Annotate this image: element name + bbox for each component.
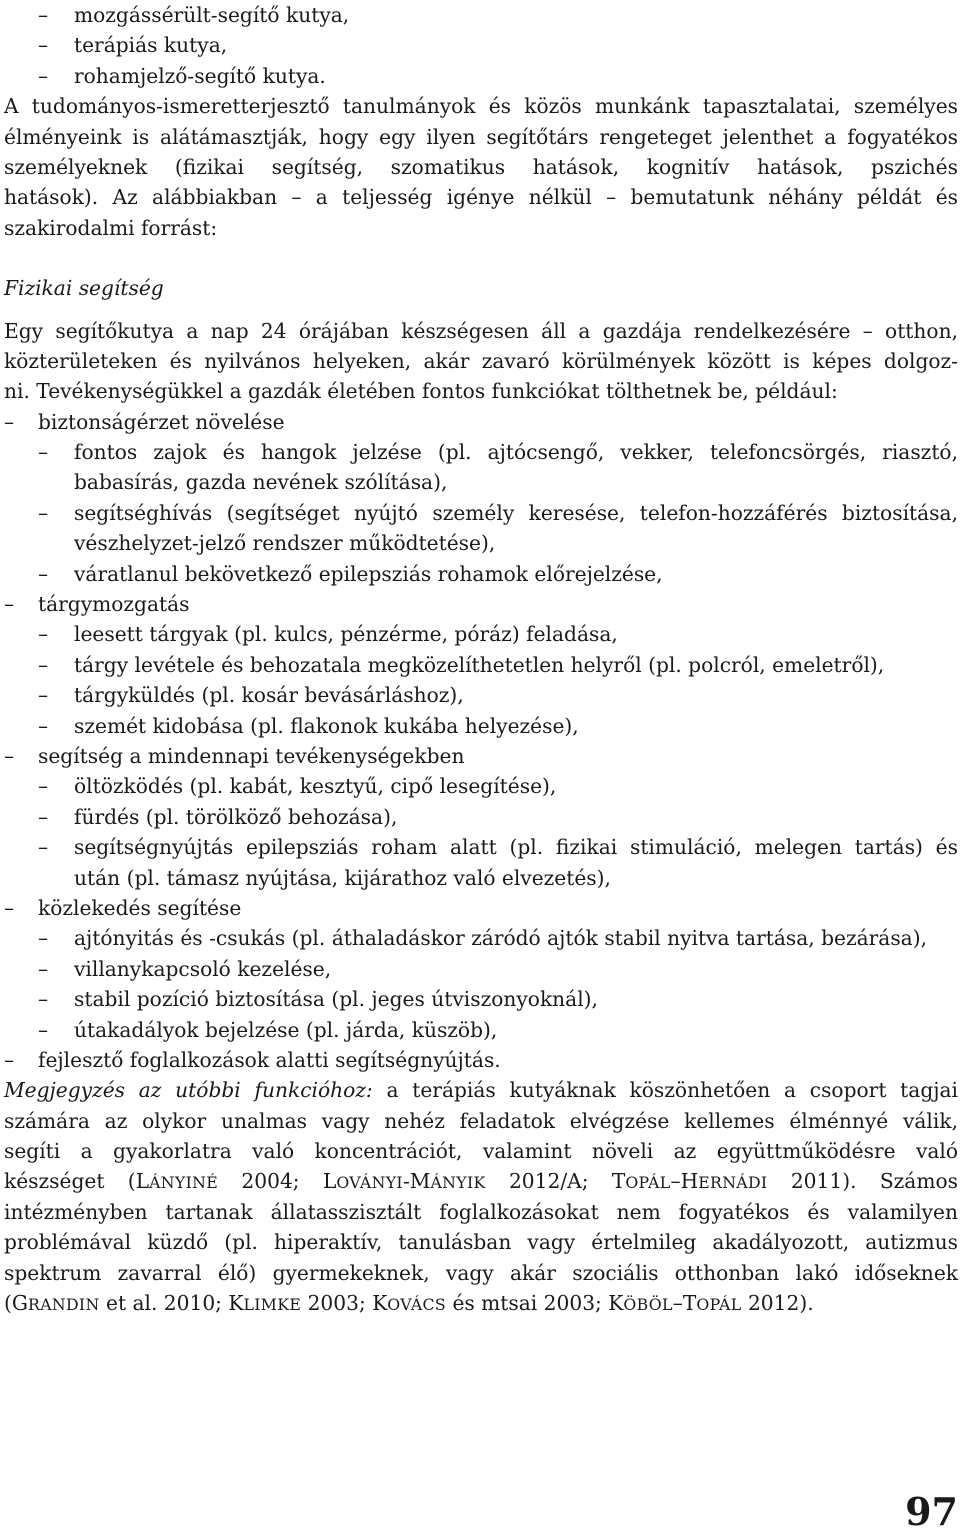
list-item: – öltözködés (pl. kabát, kesztyű, cipő lesegítése),	[4, 771, 958, 801]
citation-author: LÁNYINÉ	[135, 1169, 219, 1194]
function-group-title: – tárgymozgatás	[4, 589, 958, 619]
list-item-continuation: vészhelyzet-jelző rendszer működtetése),	[74, 531, 496, 556]
note-line: segíti a gyakorlatra való koncentrációt, valamint növeli az együttműködésre való	[4, 1139, 958, 1164]
dash-marker: –	[4, 409, 15, 434]
paragraph-line: ni. Tevékenységükkel a gazdák életében fontos funkciókat tölthetnek be, például:	[4, 379, 838, 404]
function-group-title: – segítség a mindennapi tevékenységekben	[4, 741, 958, 771]
list-item: – terápiás kutya,	[4, 30, 958, 60]
note-line: számára az olykor unalmas vagy nehéz feladatok elvégzése kellemes élménnyé válik,	[4, 1108, 958, 1133]
list-item: – rohamjelző-segítő kutya.	[4, 61, 958, 91]
note-line: spektrum zavarral élő) gyermekeknek, vagy akár szociális otthonban lakó időseknek	[4, 1260, 958, 1285]
list-item: – szemét kidobása (pl. flakonok kukába helyezése),	[4, 711, 958, 741]
list-item: – leesett tárgyak (pl. kulcs, pénzérme, póráz) feladása,	[4, 619, 958, 649]
citation-author: KÖBÖL–TOPÁL	[608, 1291, 742, 1316]
dash-marker: –	[38, 926, 49, 951]
dash-marker: –	[4, 895, 15, 920]
paragraph-line: élményeink is alátámasztják, hogy egy ilyen segítőtárs rengeteget jelenthet a fogyatékos	[4, 124, 958, 149]
dash-marker: –	[38, 835, 49, 860]
dash-marker: –	[38, 683, 49, 708]
citation-author: KOVÁCS	[372, 1291, 447, 1316]
citation-author: TOPÁL–HERNÁDI	[611, 1169, 768, 1194]
list-item: – stabil pozíció biztosítása (pl. jeges útviszonyoknál),	[4, 984, 958, 1014]
citation-author: GRANDIN	[11, 1291, 100, 1316]
note-line: készséget (LÁNYINÉ 2004; LOVÁNYI-MÁNYIK 2012/A; TOPÁL–HERNÁDI 2011). Számos	[4, 1169, 959, 1194]
spacer	[4, 243, 958, 273]
list-item: – útakadályok bejelzése (pl. járda, küszöb),	[4, 1015, 958, 1045]
dash-marker: –	[38, 774, 49, 799]
list-item: – segítséghívás (segítséget nyújtó személy keresése, telefon-hozzáférés biztosítása,	[4, 498, 958, 528]
list-item: – villanykapcsoló kezelése,	[4, 954, 958, 984]
list-item: – ajtónyitás és -csukás (pl. áthaladáskor záródó ajtók stabil nyitva tartása, bezárása),	[4, 923, 958, 953]
dash-marker: –	[38, 622, 49, 647]
list-item: – mozgássérült-segítő kutya,	[4, 0, 958, 30]
note-line: problémával küzdő (pl. hiperaktív, tanulásban vagy értelmileg akadályozott, autizmus	[4, 1230, 958, 1255]
dash-marker: –	[38, 33, 49, 58]
citation-author: LOVÁNYI-MÁNYIK	[322, 1169, 486, 1194]
paragraph-line: közterületeken és nyilvános helyeken, akár zavaró körülmények között is képes dolgoz-	[4, 348, 958, 373]
paragraph-line: hatások). Az alábbiakban – a teljesség igénye nélkül – bemutatunk néhány példát és	[4, 185, 958, 210]
dash-marker: –	[38, 561, 49, 586]
dash-marker: –	[38, 500, 49, 525]
dash-marker: –	[38, 956, 49, 981]
page-number: 97	[905, 1489, 958, 1534]
dash-marker: –	[38, 987, 49, 1012]
dash-marker: –	[38, 804, 49, 829]
dash-marker: –	[38, 63, 49, 88]
list-item-continuation: után (pl. támasz nyújtása, kijárathoz való elvezetés),	[74, 865, 611, 890]
list-item: – váratlanul bekövetkező epilepsziás rohamok előrejelzése,	[4, 559, 958, 589]
paragraph-line: A tudományos-ismeretterjesztő tanulmányok és közös munkánk tapasztalatai, személyes	[4, 94, 958, 119]
note-line: Megjegyzés az utóbbi funkcióhoz: a terápiás kutyáknak köszönhetően a csoport tagjai	[4, 1078, 958, 1103]
function-group-title: – biztonságérzet növelése	[4, 407, 958, 437]
list-item-continuation: babasírás, gazda nevének szólítása),	[74, 470, 448, 495]
list-item: – tárgy levétele és behozatala megközelíthetetlen helyről (pl. polcról, emeletről),	[4, 650, 958, 680]
note-line: (GRANDIN et al. 2010; KLIMKE 2003; KOVÁCS és mtsai 2003; KÖBÖL–TOPÁL 2012).	[4, 1291, 814, 1316]
list-item: – fürdés (pl. törölköző behozása),	[4, 802, 958, 832]
document-page	[4, 0, 958, 1318]
note-label: Megjegyzés az utóbbi funkcióhoz:	[4, 1078, 373, 1103]
function-group-title: – közlekedés segítése	[4, 893, 958, 923]
paragraph-line: személyeknek (fizikai segítség, szomatikus hatások, kognitív hatások, pszichés	[4, 154, 958, 179]
spacer	[4, 304, 958, 316]
list-item: – fontos zajok és hangok jelzése (pl. ajtócsengő, vekker, telefoncsörgés, riasztó,	[4, 437, 958, 467]
dash-marker: –	[38, 3, 49, 27]
paragraph-line: szakirodalmi forrást:	[4, 215, 218, 240]
list-item: – segítségnyújtás epilepsziás roham alatt (pl. fizikai stimuláció, melegen tartás) és	[4, 832, 958, 862]
function-group-title: – fejlesztő foglalkozások alatti segítségnyújtás.	[4, 1045, 958, 1075]
note-line: intézményben tartanak állatasszisztált foglalkozásokat nem fogyatékos és valamilyen	[4, 1199, 958, 1224]
paragraph-line: Egy segítőkutya a nap 24 órájában készségesen áll a gazdája rendelkezésére – otthon,	[4, 318, 958, 343]
dash-marker: –	[4, 1047, 15, 1072]
dash-marker: –	[38, 713, 49, 738]
citation-author: KLIMKE	[228, 1291, 302, 1316]
dash-marker: –	[38, 440, 49, 465]
dash-marker: –	[4, 592, 15, 617]
section-heading: Fizikai segítség	[4, 276, 164, 301]
dash-marker: –	[4, 743, 15, 768]
list-item: – tárgyküldés (pl. kosár bevásárláshoz),	[4, 680, 958, 710]
dash-marker: –	[38, 1017, 49, 1042]
dash-marker: –	[38, 652, 49, 677]
